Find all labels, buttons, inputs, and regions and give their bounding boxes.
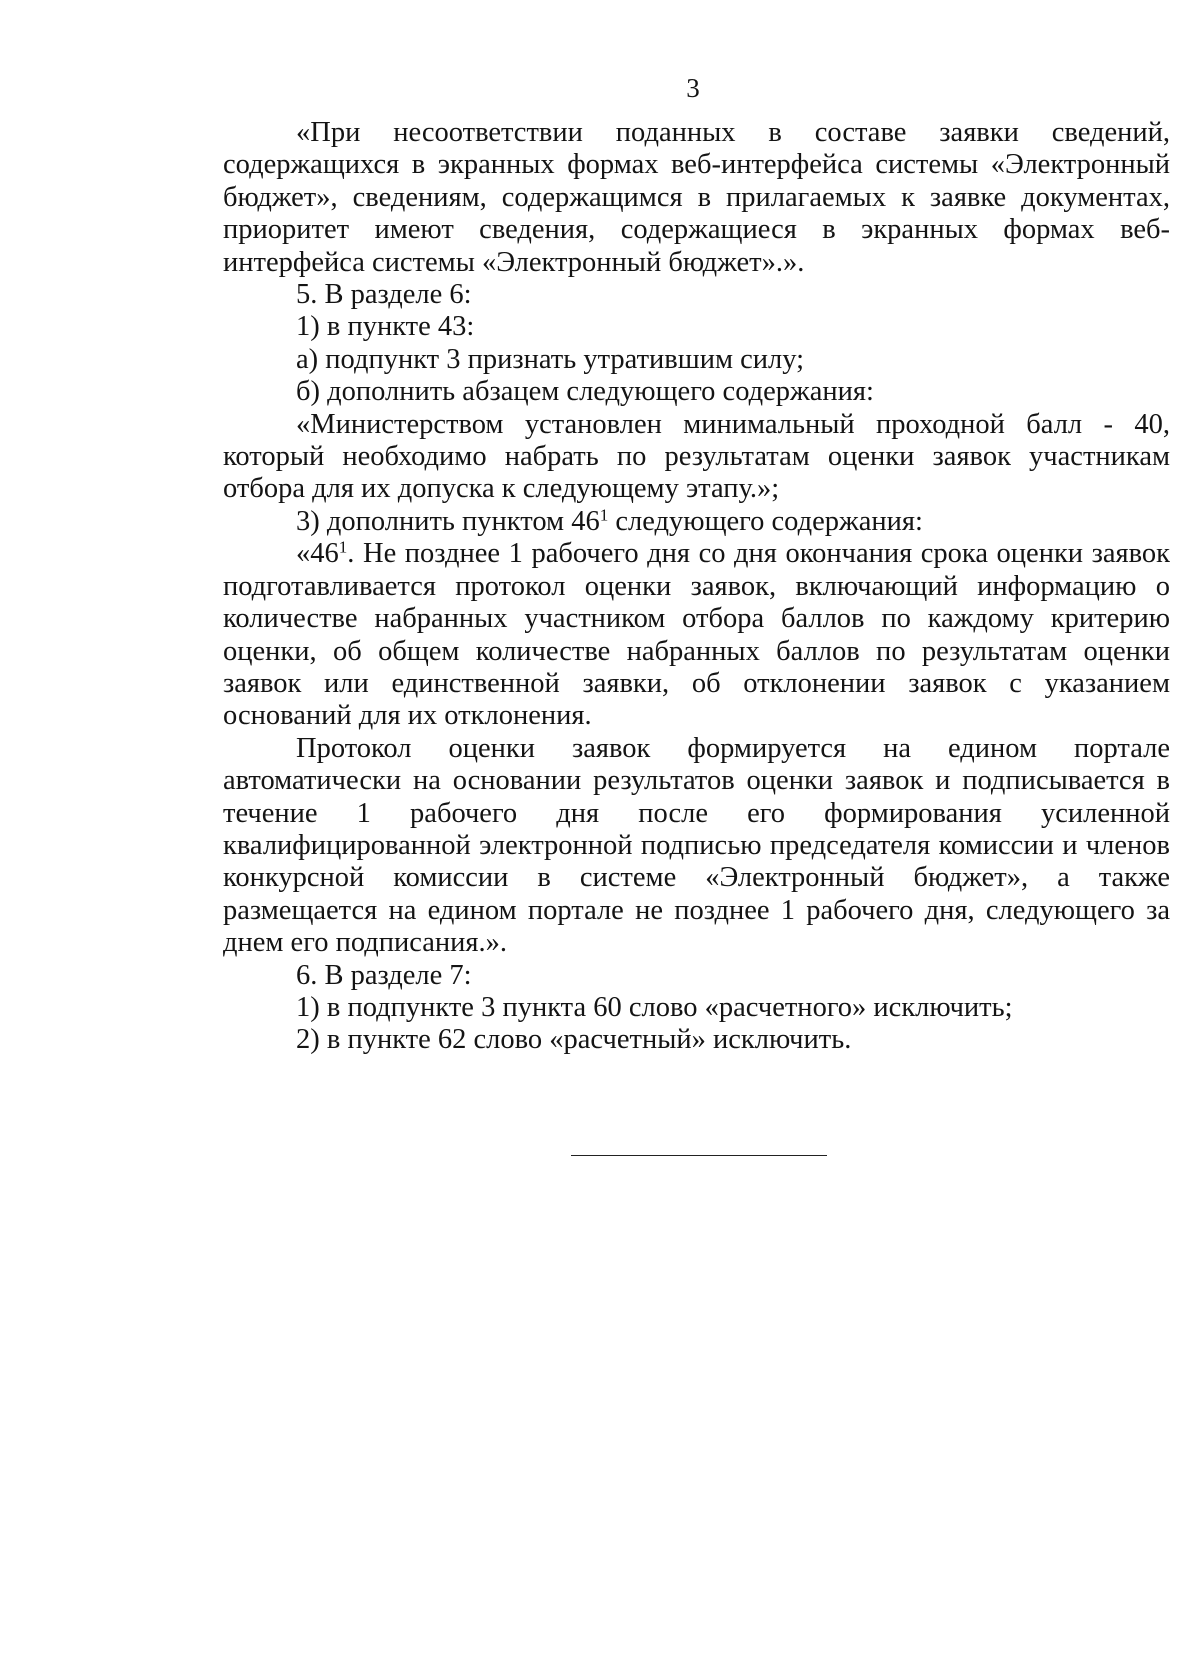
paragraph-5: б) дополнить абзацем следующего содержания:: [296, 376, 874, 408]
paragraph-7-text-start: 3) дополнить пунктом 46: [296, 505, 600, 537]
paragraph-8-text-end: . Не позднее 1 рабочего дня со дня окончания срока оценки заявок подготавливается протокол оценки заявок, включающий информацию о количестве набранных участником отбора баллов по каждому критерию оценки, об общем количестве набранных баллов по результатам оценки заявок или единственной заявки, об отклонении заявок с указанием оснований для их отклонения.: [223, 538, 1170, 732]
paragraph-4: а) подпункт 3 признать утратившим силу;: [296, 343, 805, 375]
paragraph-2: 5. В разделе 6:: [296, 279, 472, 311]
paragraph-3: 1) в пункте 43:: [296, 311, 475, 343]
paragraph-7: [223, 506, 1170, 538]
paragraph-1: «При несоответствии поданных в составе заявки сведений, содержащихся в экранных формах веб-интерфейса системы «Электронный бюджет», сведениям, содержащимся в прилагаемых к заявке документах, приоритет имеют сведения, содержащиеся в экранных формах веб-интерфейса системы «Электронный бюджет».».: [223, 117, 1170, 278]
paragraph-7-text-end: следующего содержания:: [608, 505, 923, 537]
page-number: 3: [686, 73, 700, 103]
paragraph-11: 1) в подпункте 3 пункта 60 слово «расчетного» исключить;: [296, 991, 1013, 1023]
document-body: [223, 117, 1170, 1057]
paragraph-8-superscript: 1: [338, 537, 348, 557]
paragraph-8-text-start: «46: [296, 538, 339, 570]
paragraph-7-superscript: 1: [599, 505, 609, 525]
end-of-text-rule: [571, 1155, 827, 1156]
paragraph-10: 6. В разделе 7:: [296, 959, 472, 991]
paragraph-6: «Министерством установлен минимальный проходной балл - 40, который необходимо набрать по результатам оценки заявок участникам отбора для их допуска к следующему этапу.»;: [223, 408, 1170, 505]
paragraph-12: 2) в пункте 62 слово «расчетный» исключить.: [296, 1024, 852, 1056]
paragraph-9: Протокол оценки заявок формируется на едином портале автоматически на основании результатов оценки заявок и подписывается в течение 1 рабочего дня после его формирования усиленной квалифицированной электронной подписью председателя комиссии и членов конкурсной комиссии в системе «Электронный бюджет», а также размещается на едином портале не позднее 1 рабочего дня, следующего за днем его подписания.».: [223, 732, 1170, 959]
paragraph-8: [223, 538, 1170, 732]
